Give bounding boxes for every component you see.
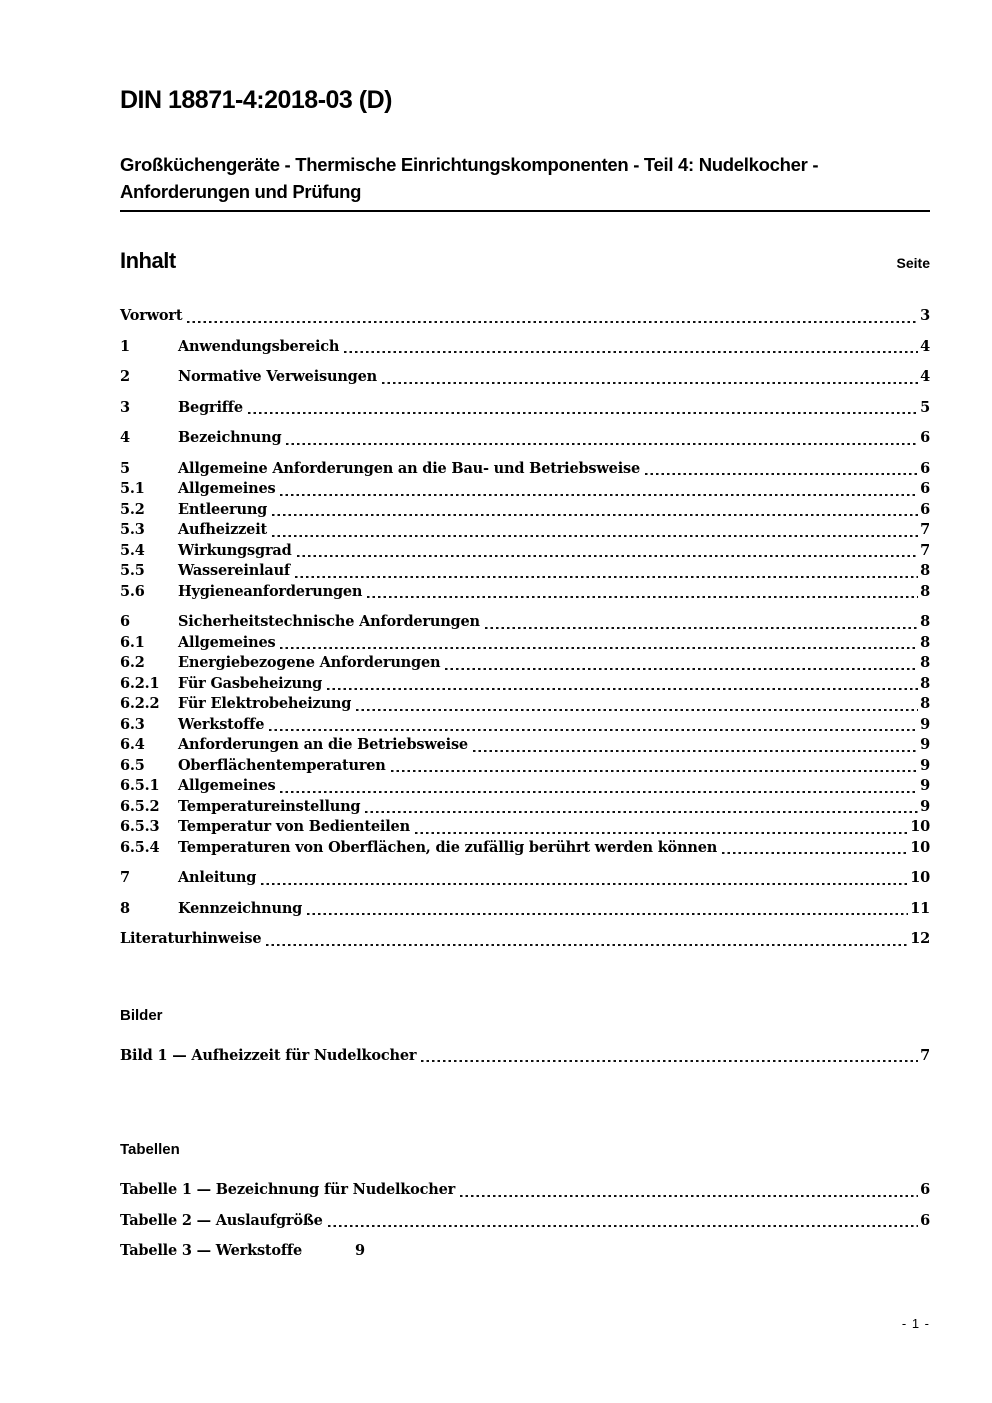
leader-dots — [485, 627, 918, 629]
tables-heading: Tabellen — [120, 1141, 180, 1158]
toc-entry-title: Literaturhinweise — [120, 930, 262, 947]
toc-entry-title: Für Elektrobeheizung — [178, 695, 352, 712]
toc-entry-page: 9 — [920, 715, 930, 733]
toc-row — [120, 541, 930, 562]
toc-entry-page: 5 — [920, 398, 930, 416]
toc-row — [120, 306, 930, 327]
toc-row — [120, 1046, 930, 1067]
toc-entry-number: 6.5 — [120, 756, 145, 774]
toc-row — [120, 398, 930, 419]
leader-dots — [722, 852, 908, 854]
leader-dots — [248, 412, 918, 414]
toc-entry-title: Tabelle 3 — Werkstoffe — [120, 1242, 302, 1259]
toc-entry-title: Entleerung — [178, 500, 268, 518]
toc-entry-page: 7 — [920, 521, 930, 538]
leader-dots — [382, 382, 918, 384]
toc-entry-page: 7 — [920, 541, 930, 559]
toc-entry-page: 8 — [920, 633, 930, 651]
toc-entry-title: Bild 1 — Aufheizzeit für Nudelkocher — [120, 1046, 417, 1064]
toc-row — [120, 612, 930, 633]
leader-dots — [280, 494, 918, 496]
page-column-label: Seite — [896, 255, 930, 271]
toc-entry-number: 4 — [120, 429, 130, 446]
toc-entry-page: 10 — [910, 818, 930, 835]
toc-entry-title: Für Gasbeheizung — [178, 674, 323, 692]
toc-entry-page: 9 — [920, 756, 930, 774]
toc-entry-title: Anforderungen an die Betriebsweise — [178, 736, 468, 753]
toc-entry-title: Allgemeines — [178, 777, 276, 794]
toc-row — [120, 776, 930, 797]
leader-dots — [280, 791, 918, 793]
toc-row — [120, 797, 930, 818]
toc-entry-number: 2 — [120, 368, 130, 385]
toc-entry-title: Tabelle 1 — Bezeichnung für Nudelkocher — [120, 1181, 456, 1198]
tables-list — [120, 1180, 930, 1262]
toc-entry-title: Anleitung — [178, 869, 257, 886]
toc-entry-title: Sicherheitstechnische Anforderungen — [178, 613, 480, 630]
leader-dots — [187, 321, 918, 323]
toc-entry-page: 6 — [920, 500, 930, 518]
leader-dots — [645, 473, 918, 475]
toc-row — [120, 428, 930, 449]
toc-entry-page: 10 — [910, 869, 930, 886]
toc-entry-page: 4 — [920, 337, 930, 355]
figures-section — [120, 1006, 930, 1067]
toc-entry-page: 9 — [920, 736, 930, 753]
leader-dots — [327, 688, 918, 690]
toc-entry-title: Tabelle 2 — Auslaufgröße — [120, 1211, 323, 1229]
toc-row — [120, 561, 930, 582]
toc-entry-title: Temperatureinstellung — [178, 797, 361, 815]
toc-entry-number: 6 — [120, 613, 130, 630]
leader-dots — [266, 944, 908, 946]
toc-entry-title: Werkstoffe — [178, 715, 265, 733]
toc-entry-number: 8 — [120, 899, 130, 917]
doc-title: Großküchengeräte - Thermische Einrichtungskomponenten - Teil 4: Nudelkocher - Anforderungen und Prüfung — [120, 151, 930, 212]
page — [120, 0, 930, 1262]
toc-entry-number: 6.5.3 — [120, 818, 160, 835]
leader-dots — [280, 647, 918, 649]
toc-entry-title: Kennzeichnung — [178, 899, 303, 917]
toc-entry-page: 9 — [920, 797, 930, 815]
toc-entry-title: Begriffe — [178, 398, 243, 416]
toc-entry-number: 6.1 — [120, 633, 145, 651]
toc-entry-title: Wassereinlauf — [178, 562, 290, 579]
toc-entry-number: 5.1 — [120, 480, 145, 497]
leader-dots — [272, 535, 918, 537]
leader-dots — [391, 770, 918, 772]
doc-number: DIN 18871-4:2018-03 (D) — [120, 86, 392, 114]
leader-dots — [261, 883, 908, 885]
toc-row — [120, 1211, 930, 1232]
toc-entry-page: 10 — [910, 838, 930, 856]
toc-entry-title: Oberflächentemperaturen — [178, 756, 386, 774]
toc-row — [120, 756, 930, 777]
toc-entry-number: 6.3 — [120, 715, 145, 733]
toc-entry-number: 6.5.2 — [120, 797, 160, 815]
figures-list — [120, 1046, 930, 1067]
toc-entry-title: Hygieneanforderungen — [178, 582, 363, 600]
toc-entry-page: 6 — [920, 459, 930, 477]
toc-entry-number: 6.5.4 — [120, 838, 160, 856]
toc-entry-title: Temperaturen von Oberflächen, die zufällig berührt werden können — [178, 838, 718, 856]
toc-entry-page: 4 — [920, 368, 930, 385]
leader-dots — [272, 514, 918, 516]
toc-entry-page: 3 — [920, 307, 930, 324]
toc-row — [120, 479, 930, 500]
toc-entry-page: 9 — [920, 777, 930, 794]
leader-dots — [473, 750, 918, 752]
tables-section — [120, 1140, 930, 1262]
toc-entry-number: 5.2 — [120, 500, 145, 518]
toc-entry-page: 8 — [920, 674, 930, 692]
toc-entry-title: Allgemeine Anforderungen an die Bau- und Betriebsweise — [178, 459, 641, 477]
toc-list — [120, 306, 930, 950]
toc-entry-title: Bezeichnung — [178, 429, 282, 446]
toc-entry-number: 1 — [120, 337, 130, 355]
toc-entry-number: 5.3 — [120, 521, 145, 538]
leader-dots — [445, 668, 918, 670]
toc-header — [120, 248, 930, 274]
toc-entry-number: 5.6 — [120, 582, 145, 600]
toc-entry-page: 12 — [910, 930, 930, 947]
toc-entry-title: Wirkungsgrad — [178, 541, 292, 559]
toc-row — [120, 653, 930, 674]
toc-row — [120, 633, 930, 654]
toc-entry-title: Allgemeines — [178, 480, 276, 497]
toc-row — [120, 367, 930, 388]
toc-entry-title: Energiebezogene Anforderungen — [178, 654, 441, 671]
toc-row — [120, 715, 930, 736]
toc-row — [120, 694, 930, 715]
toc-entry-page: 7 — [920, 1046, 930, 1064]
toc-entry-page: 6 — [920, 429, 930, 446]
toc-row — [120, 582, 930, 603]
toc-entry-title: Allgemeines — [178, 633, 276, 651]
toc-entry-number: 7 — [120, 869, 130, 886]
toc-row — [120, 674, 930, 695]
leader-dots — [460, 1195, 918, 1197]
toc-row — [120, 337, 930, 358]
toc-entry-number: 6.4 — [120, 736, 145, 753]
toc-entry-title: Aufheizzeit — [178, 521, 268, 538]
toc-entry-page: 6 — [920, 1211, 930, 1229]
toc-entry-page: 8 — [920, 695, 930, 712]
toc-entry-number: 3 — [120, 398, 130, 416]
toc-row — [120, 817, 930, 838]
toc-row — [120, 899, 930, 920]
toc-entry-page: 6 — [920, 1181, 930, 1198]
toc-entry-title: Anwendungsbereich — [178, 337, 340, 355]
toc-entry-page: 8 — [920, 613, 930, 630]
toc-heading: Inhalt — [120, 248, 176, 273]
toc-entry-page: 9 — [354, 1242, 365, 1259]
leader-dots — [295, 576, 918, 578]
toc-entry-title: Temperatur von Bedienteilen — [178, 818, 410, 835]
leader-dots — [344, 351, 918, 353]
leader-dots — [286, 443, 918, 445]
toc-row — [120, 520, 930, 541]
toc-entry-number: 5 — [120, 459, 130, 477]
leader-dots — [269, 729, 918, 731]
toc-entry-page: 8 — [920, 582, 930, 600]
leader-dots — [328, 1225, 918, 1227]
toc-row — [120, 868, 930, 889]
toc-entry-number: 6.2.1 — [120, 674, 160, 692]
toc-entry-title: Vorwort — [120, 307, 183, 324]
leader-dots — [365, 811, 918, 813]
leader-dots — [307, 913, 908, 915]
leader-dots — [415, 832, 908, 834]
toc-entry-number: 5.4 — [120, 541, 145, 559]
leader-dots — [356, 709, 918, 711]
toc-row — [120, 838, 930, 859]
toc-row — [120, 459, 930, 480]
toc-row — [120, 1180, 930, 1201]
figures-heading: Bilder — [120, 1006, 163, 1024]
leader-dots — [297, 555, 919, 557]
toc-entry-number: 6.2.2 — [120, 695, 160, 712]
toc-entry-page: 11 — [910, 899, 930, 917]
toc-entry-number: 5.5 — [120, 562, 145, 579]
leader-dots — [421, 1060, 918, 1062]
page-number-footer: - 1 - — [901, 1316, 930, 1331]
toc-row — [120, 500, 930, 521]
toc-entry-page: 6 — [920, 480, 930, 497]
leader-dots — [367, 596, 918, 598]
toc-entry-page: 8 — [920, 562, 930, 579]
toc-row — [120, 929, 930, 950]
toc-entry-title: Normative Verweisungen — [178, 368, 377, 385]
toc-entry-number: 6.5.1 — [120, 777, 160, 794]
toc-row — [120, 735, 930, 756]
toc-entry-number: 6.2 — [120, 654, 145, 671]
toc-row — [120, 1241, 930, 1262]
toc-entry-page: 8 — [920, 654, 930, 671]
